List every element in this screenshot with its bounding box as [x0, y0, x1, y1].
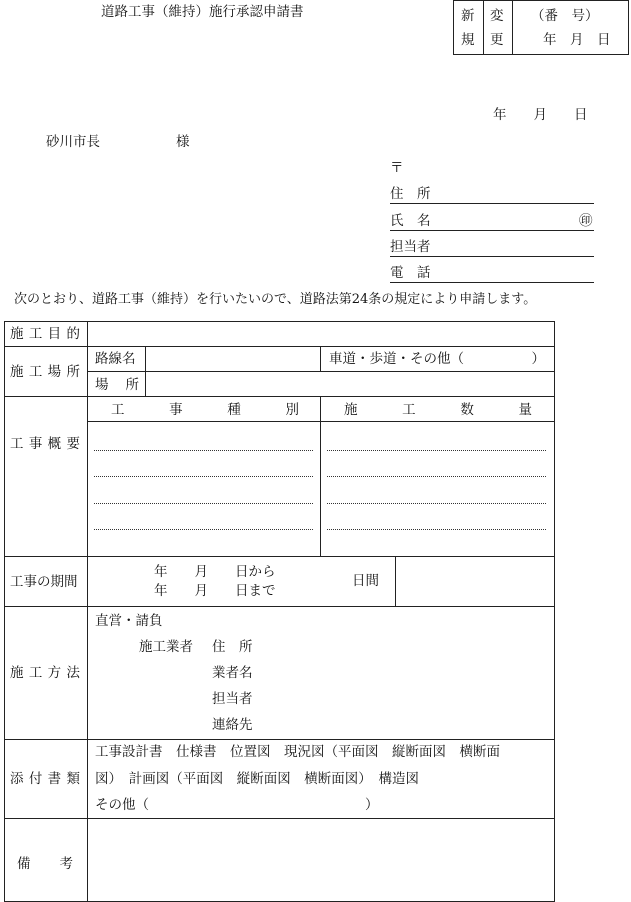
- quantity-line[interactable]: [327, 450, 546, 451]
- postal-mark: 〒: [390, 160, 404, 176]
- work-type-header: 工 事 種 別: [111, 402, 299, 418]
- corner-shin: 新: [461, 8, 475, 24]
- attachments-line-2: 図） 計画図（平面図 縦断面図 横断面図） 構造図: [95, 771, 419, 787]
- quantity-line[interactable]: [327, 503, 546, 504]
- period-to[interactable]: 年 月 日まで: [154, 583, 276, 599]
- contact-person-field[interactable]: [390, 256, 594, 257]
- intro-text: 次のとおり、道路工事（維持）を行いたいので、道路法第24条の規定により申請します。: [14, 292, 537, 307]
- corner-ki: 規: [461, 32, 475, 48]
- work-type-line[interactable]: [94, 450, 313, 451]
- quantity-line[interactable]: [327, 529, 546, 530]
- period-from[interactable]: 年 月 日から: [154, 564, 276, 580]
- work-type-line[interactable]: [94, 503, 313, 504]
- route-name-input[interactable]: [146, 347, 320, 371]
- corner-date-placeholder: 年 月 日: [543, 32, 611, 48]
- place-input[interactable]: [146, 372, 554, 396]
- corner-kou: 更: [490, 32, 504, 48]
- addressee-suffix: 様: [176, 134, 190, 150]
- purpose-label: 施 工 目 的: [10, 326, 80, 342]
- attachments-line-1: 工事設計書 仕様書 位置図 現況図（平面図 縦断面図 横断面: [95, 744, 500, 760]
- method-label: 施 工 方 法: [10, 665, 80, 681]
- phone-field[interactable]: [390, 282, 594, 283]
- purpose-input[interactable]: [88, 322, 554, 346]
- days-label: 日間: [352, 573, 379, 589]
- contractor-address-label: 住 所: [212, 639, 253, 655]
- road-type-selector[interactable]: 車道・歩道・その他（ ）: [329, 351, 545, 367]
- corner-number-label: （番 号）: [531, 8, 599, 24]
- attachments-other[interactable]: その他（ ）: [95, 797, 379, 813]
- location-label: 施 工 場 所: [10, 364, 80, 380]
- remarks-label: 備 考: [17, 856, 73, 872]
- corner-hen: 変: [490, 8, 504, 24]
- method-direct-contract[interactable]: 直営・請負: [95, 613, 163, 629]
- name-field[interactable]: [390, 230, 594, 231]
- quantity-line[interactable]: [327, 476, 546, 477]
- place-label: 場 所: [95, 377, 139, 393]
- application-date[interactable]: 年 月 日: [493, 107, 588, 123]
- contractor-label: 施工業者: [139, 639, 193, 655]
- contractor-contact-label: 連絡先: [212, 717, 253, 733]
- phone-label: 電 話: [390, 265, 431, 281]
- remarks-input[interactable]: [88, 819, 554, 901]
- form-title: 道路工事（維持）施行承認申請書: [101, 4, 304, 20]
- address-label: 住 所: [390, 186, 431, 202]
- work-type-line[interactable]: [94, 476, 313, 477]
- attachments-label: 添 付 書 類: [10, 771, 80, 787]
- address-field[interactable]: [390, 203, 594, 204]
- quantity-header: 施 工 数 量: [344, 402, 532, 418]
- addressee: 砂川市長: [46, 134, 100, 150]
- overview-label: 工 事 概 要: [10, 436, 80, 452]
- route-name-label: 路線名: [95, 351, 136, 367]
- period-label: 工事の期間: [10, 574, 78, 590]
- seal-icon: ㊞: [579, 213, 593, 229]
- name-label: 氏 名: [390, 213, 431, 229]
- contact-person-label: 担当者: [390, 239, 431, 255]
- work-type-line[interactable]: [94, 529, 313, 530]
- days-input[interactable]: [396, 557, 554, 606]
- contractor-person-label: 担当者: [212, 691, 253, 707]
- contractor-name-label: 業者名: [212, 665, 253, 681]
